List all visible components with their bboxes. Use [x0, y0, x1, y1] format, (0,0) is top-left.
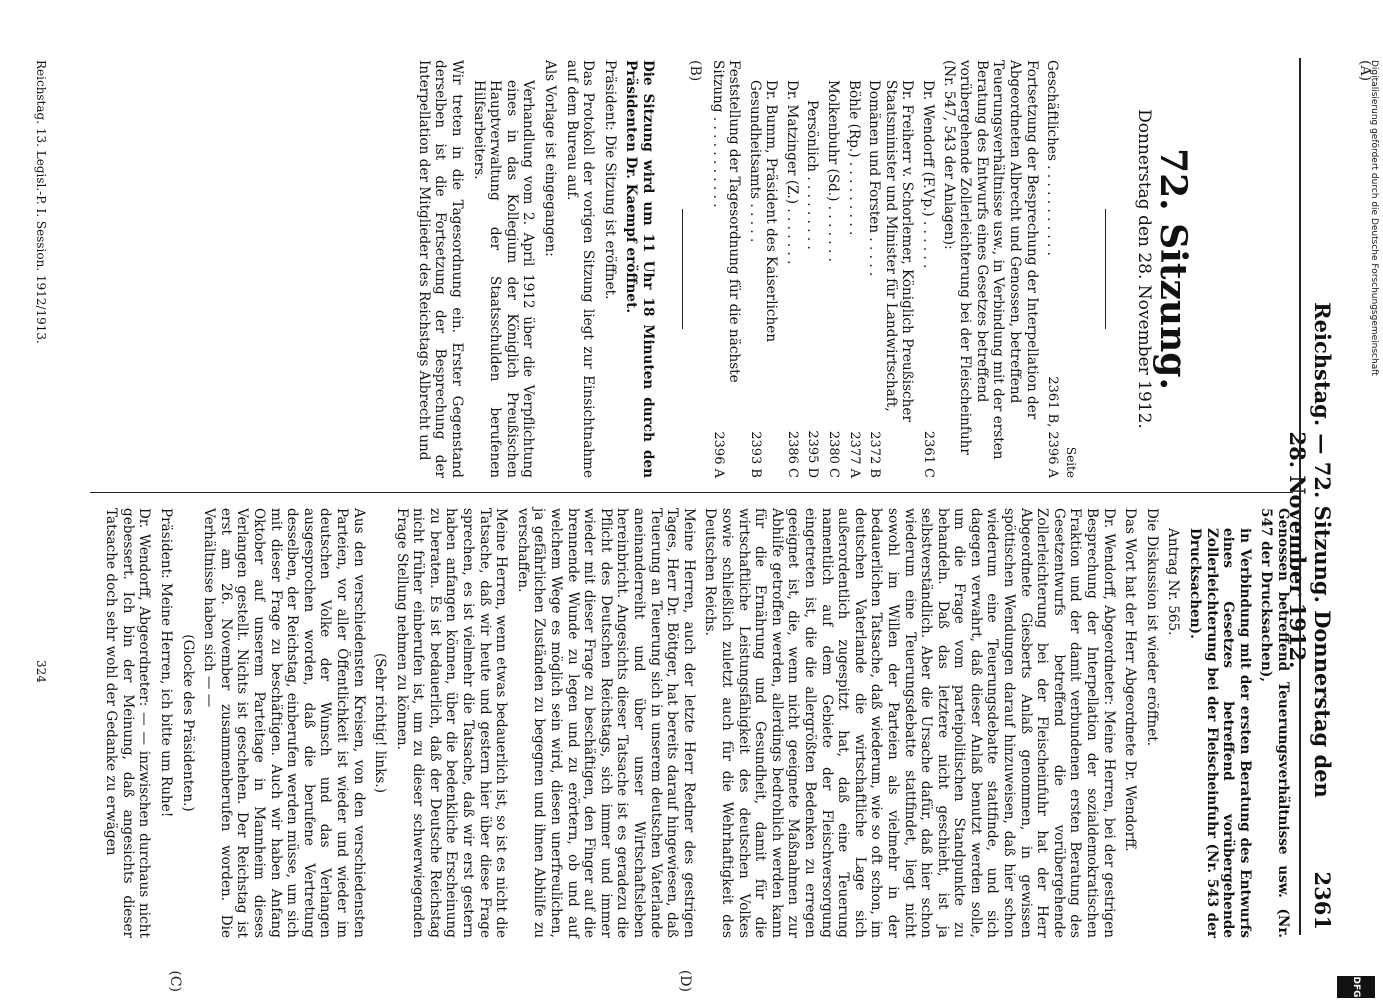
interjection: (Sehr richtig! links.)	[372, 652, 389, 794]
column-divider	[90, 492, 1293, 493]
toc-entry: Fortsetzung der Besprechung der Interpellation der Abgeordneten Albrecht und Genossen, betreffend Teuerungsverhältnisse usw., in Verbindung mit der ersten Beratung des Entwurfs eines Gesetzes betreffend vorübergehende Zollerleichterung bei der Fleischeinfuhr (Nr. 547, 543 der Anlagen):	[940, 60, 1040, 460]
session-date: Donnerstag den 28. November 1912.	[1134, 109, 1155, 429]
president-statement: Präsident: Die Sitzung ist eröffnet.	[601, 60, 618, 300]
toc-entry: Dr. Freiherr v. Schorlemer, Königlich Preußischer Staatsminister und Minister für Landwirtschaft, Domänen und Forsten . . . . . 2372 B	[866, 80, 916, 478]
margin-mark-a: (A)	[1357, 60, 1373, 82]
title-rule	[1105, 209, 1106, 329]
speech-paragraph: Meine Herren, auch der letzte Herr Redner des gestrigen Tages, Herr Dr. Böttger, hat bereits darauf hingewiesen, daß Teuerung an Teuerung sich in unserem deutschen Vaterlande aneinanderreiht und über unser Wirtschaftsleben hereinbricht. Angesichts dieser Tatsache ist es geradezu die Pflicht des Deutschen Reichstags, sich immer und immer wieder mit dieser Frage zu beschäftigen, den Finger auf die brennende Wunde zu legen und zu erörtern, ob und auf welchem Wege es möglich sein wird, diesen unerfreulichen, ja gefährlichen Zuständen zu begegnen und ihnen Abhilfe zu verschaffen.	[514, 508, 697, 938]
section-rule	[682, 209, 683, 329]
toc-entry: Persönlich . . . . . . . . . 2395 D	[804, 100, 821, 478]
agenda-paragraph: Wir treten in die Tagesordnung ein. Erster Gegenstand derselben ist die Fortsetzung der Besprechung der Interpellation der Mitglieder des Reichstags Albrecht und	[415, 60, 465, 478]
opening-paragraph: Die Sitzung wird um 11 Uhr 18 Minuten durch den Präsidenten Dr. Kaempf eröffnet.	[623, 60, 656, 478]
submission-item: Verhandlung vom 2. April 1912 über die Verpflichtung eines in das Kollegium der Königlich Preußischen Hauptverwaltung der Staatsschulden berufenen Hilfsarbeiters.	[470, 80, 537, 478]
session-title: 72. Sitzung.	[1152, 148, 1194, 390]
header-rule	[1299, 58, 1301, 935]
toc-entry: Feststellung der Tagesordnung für die nächste Sitzung . . . . . . . . . . . 2396 A	[709, 60, 743, 478]
interjection: (Glocke des Präsidenten.)	[179, 634, 196, 812]
right-column	[98, 508, 1291, 938]
margin-mark-d: (D)	[677, 969, 693, 992]
floor-given: Das Wort hat der Herr Abgeordnete Dr. Wendorff.	[1122, 508, 1139, 852]
toc-entry: Dr. Matzinger (Z.) . . . . . . . 2386 C	[783, 80, 800, 478]
toc-entry: Molkenbuhr (Sd.) . . . . . . . 2380 C	[825, 80, 842, 478]
footer-left: Reichstag. 13. Legisl.-P. I. Session. 1912/1913.	[34, 60, 48, 344]
toc-entry: Dr. Bumm, Präsident des Kaiserlichen Gesundheitsamts . . . . . 2393 B	[746, 80, 780, 478]
protocol-note: Das Protokoll der vorigen Sitzung liegt zur Einsichtnahme auf dem Bureau auf.	[563, 60, 597, 478]
running-header: Reichstag. — 72. Sitzung. Donnerstag den 28. November 1912.	[1285, 302, 1335, 798]
side-note-strip	[1368, 60, 1380, 960]
margin-mark-b: (B)	[687, 60, 703, 82]
footer-signature: 324	[34, 660, 48, 683]
discussion-opened: Die Diskussion ist wieder eröffnet.	[1143, 508, 1160, 747]
left-column	[410, 60, 1291, 478]
seite-label: Seite	[1063, 446, 1078, 478]
speech-paragraph: Aus den verschiedensten Kreisen, von den verschiedensten Parteien, vor aller Öffentlichkeit ist wieder und wieder im deutschen Volke der Wunsch und das Verlangen ausgesprochen worden, daß die berufene Vertretung desselben, der Reichstag, einberufen werden müsse, um sich mit dieser Frage zu beschäftigen. Auch wir haben Anfang Oktober auf unserem Parteitage in Mannheim dieses Verlangen gestellt. Nichts ist geschehen. Der Reichstag ist erst am 26. November zusammenberufen worden. Die Verhältnisse haben sich — —	[201, 508, 367, 938]
toc-entry: Dr. Wendorff (F.Vp.) . . . . . . 2361 C	[920, 80, 937, 478]
submission-note: Als Vorlage ist eingegangen:	[541, 60, 558, 257]
page-number: 2361	[1310, 871, 1335, 930]
motion-number: Antrag Nr. 565.	[1165, 528, 1182, 636]
dfg-logo: DFG	[1337, 976, 1375, 998]
agenda-combined: in Verbindung mit der ersten Beratung des Entwurfs eines Gesetzes betreffend vorübergehende Zollerleichterung bei der Fleischeinfuhr (Nr. 543 der Drucksachen).	[1187, 528, 1253, 938]
margin-mark-c: (C)	[167, 970, 183, 992]
speech-paragraph: Dr. Wendorff, Abgeordneter: — — inzwischen durchaus nicht gebessert. Ich bin der Meinung, daß angesichts dieser Tatsache doch sehr wohl der Gedanke zu erwägen	[103, 508, 153, 938]
speech-paragraph: Dr. Wendorff, Abgeordneter: Meine Herren, bei der gestrigen Besprechung der Interpellation der sozialdemokratischen Fraktion und der damit verbundenen ersten Beratung des Gesetzentwurfs betreffend die vorübergehende Zollerleichterung bei der Fleischeinfuhr hat der Herr Abgeordnete Giesberts Anlaß genommen, in gewissen spöttischen Wendungen darauf hinzuweisen, daß hier schon wiederum eine Teuerungsdebatte stattfinde, und sich dagegen verwahrt, daß dieser Anlaß benutzt werden solle, um die Frage vom parteipolitischen Standpunkte zu behandeln. Daß das letztere nicht geschieht, ist ja selbstverständlich. Aber die Ursache dafür, daß hier schon wiederum eine Teuerungsdebatte stattfindet, liegt nicht sowohl im Willen der Parteien als vielmehr in der bedauerlichen Tatsache, daß wiederum, wie so oft schon, im deutschen Vaterlande die wirtschaftliche Lage sich außerordentlich zugespitzt hat, daß eine Teuerung namentlich auf dem Gebiete der Fleischversorgung eingetreten ist, die die allergrößten Bedenken zu erregen geeignet ist, die, wenn nicht geeignete Maßnahmen zur Abhilfe getroffen werden, allerdings bedrohlich werden kann für die Ernährung und Gesundheit, damit für die wirtschaftliche Leistungsfähigkeit des deutschen Volkes sowie schließlich zuletzt auch für die Wehrhaftigkeit des Deutschen Reichs.	[702, 508, 1117, 938]
toc-entry: Böhle (Rp.) . . . . . . . . . 2377 A	[845, 80, 862, 478]
speech-paragraph: Meine Herren, wenn etwas bedauerlich ist, so ist es nicht die Tatsache, daß wir heute und gestern hier über diese Frage sprechen, es ist vielmehr die Tatsache, daß wir erst gestern haben anfangen können, über die bedenkliche Erscheinung zu beraten. Es ist bedauerlich, daß der Deutsche Reichstag nicht früher einberufen ist, um zu dieser schwerwiegenden Frage Stellung nehmen zu können.	[393, 508, 510, 938]
president-statement: Präsident: Meine Herren, ich bitte um Ruhe!	[158, 508, 174, 818]
agenda-title: Genossen betreffend Teuerungsverhältnisse usw. (Nr. 547 der Drucksachen),	[1258, 508, 1291, 938]
side-note: Digitalisierung gefördert durch die Deutsche Forschungsgemeinschaft	[1369, 60, 1379, 376]
toc-entry: Geschäftliches . . . . . . . . . . . 2361 B, 2396 A	[1044, 60, 1061, 478]
